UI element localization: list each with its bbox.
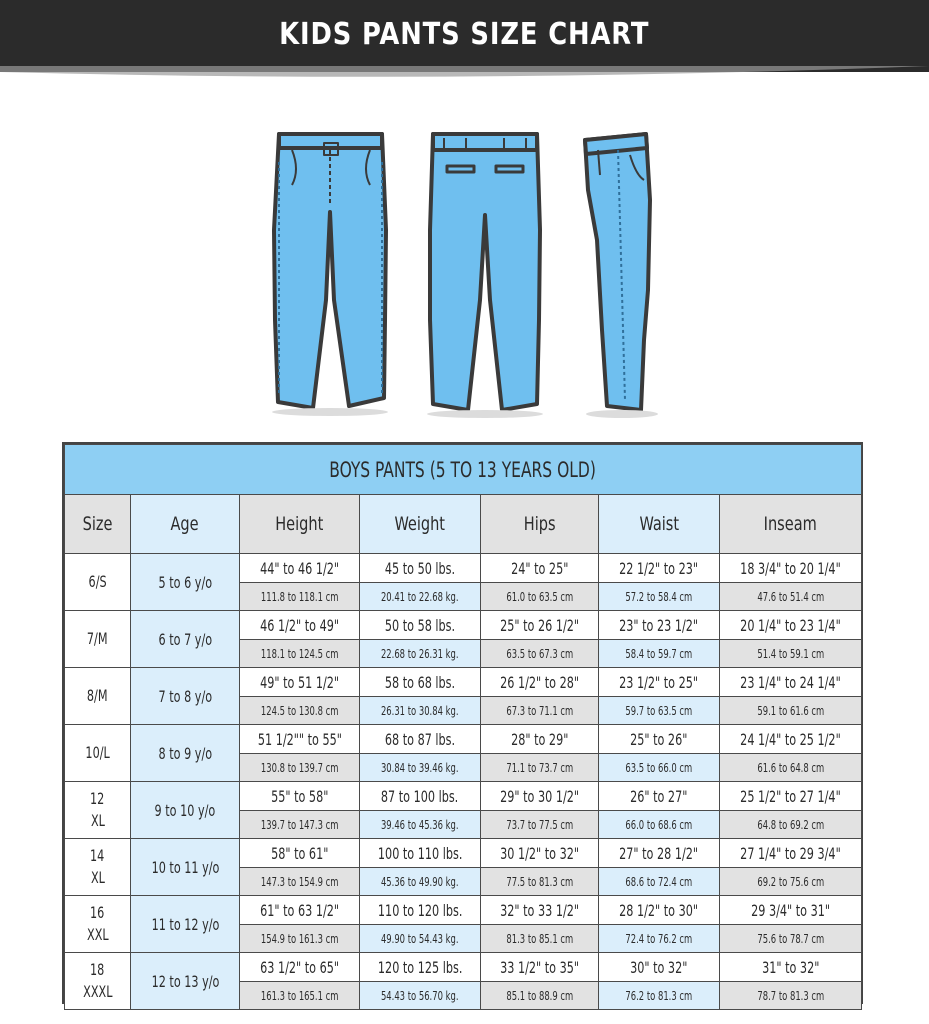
hips-imperial-cell: 28" to 29" (481, 725, 599, 754)
height-metric-cell: 130.8 to 139.7 cm (240, 754, 360, 782)
size-cell: 6/S (65, 554, 131, 611)
weight-metric-cell: 22.68 to 26.31 kg. (360, 640, 481, 668)
inseam-imperial-cell: 24 1/4" to 25 1/2" (720, 725, 862, 754)
column-header-age: Age (131, 495, 240, 554)
waist-metric-cell: 68.6 to 72.4 cm (599, 868, 720, 896)
weight-metric-cell: 45.36 to 49.90 kg. (360, 868, 481, 896)
size-cell: 7/M (65, 611, 131, 668)
waist-imperial-cell: 23 1/2" to 25" (599, 668, 720, 697)
size-chart-table (62, 442, 863, 1004)
waist-metric-cell: 59.7 to 63.5 cm (599, 697, 720, 725)
table-row (65, 725, 862, 754)
weight-imperial-cell: 100 to 110 lbs. (360, 839, 481, 868)
age-cell: 12 to 13 y/o (131, 953, 240, 1010)
weight-imperial-cell: 120 to 125 lbs. (360, 953, 481, 982)
pants-illustration (0, 120, 929, 420)
inseam-metric-cell: 47.6 to 51.4 cm (720, 583, 862, 611)
inseam-metric-cell: 51.4 to 59.1 cm (720, 640, 862, 668)
inseam-metric-cell: 69.2 to 75.6 cm (720, 868, 862, 896)
inseam-metric-cell: 78.7 to 81.3 cm (720, 982, 862, 1010)
waist-imperial-cell: 23" to 23 1/2" (599, 611, 720, 640)
hips-metric-cell: 61.0 to 63.5 cm (481, 583, 599, 611)
age-cell: 9 to 10 y/o (131, 782, 240, 839)
size-cell: 18 XXXL (65, 953, 131, 1010)
front-view-pants-icon (274, 134, 386, 408)
inseam-imperial-cell: 18 3/4" to 20 1/4" (720, 554, 862, 583)
title-banner (0, 0, 929, 72)
hips-metric-cell: 81.3 to 85.1 cm (481, 925, 599, 953)
hips-metric-cell: 85.1 to 88.9 cm (481, 982, 599, 1010)
column-header-waist: Waist (599, 495, 720, 554)
column-header-inseam: Inseam (720, 495, 862, 554)
waist-imperial-cell: 25" to 26" (599, 725, 720, 754)
weight-imperial-cell: 68 to 87 lbs. (360, 725, 481, 754)
age-cell: 8 to 9 y/o (131, 725, 240, 782)
inseam-imperial-cell: 27 1/4" to 29 3/4" (720, 839, 862, 868)
height-metric-cell: 161.3 to 165.1 cm (240, 982, 360, 1010)
size-cell: 16 XXL (65, 896, 131, 953)
height-imperial-cell: 58" to 61" (240, 839, 360, 868)
table-row (65, 554, 862, 583)
waist-metric-cell: 66.0 to 68.6 cm (599, 811, 720, 839)
height-metric-cell: 147.3 to 154.9 cm (240, 868, 360, 896)
height-imperial-cell: 63 1/2" to 65" (240, 953, 360, 982)
waist-metric-cell: 76.2 to 81.3 cm (599, 982, 720, 1010)
weight-imperial-cell: 58 to 68 lbs. (360, 668, 481, 697)
height-imperial-cell: 46 1/2" to 49" (240, 611, 360, 640)
hips-metric-cell: 77.5 to 81.3 cm (481, 868, 599, 896)
height-imperial-cell: 44" to 46 1/2" (240, 554, 360, 583)
column-header-weight: Weight (360, 495, 481, 554)
inseam-imperial-cell: 29 3/4" to 31" (720, 896, 862, 925)
inseam-metric-cell: 61.6 to 64.8 cm (720, 754, 862, 782)
height-imperial-cell: 51 1/2"" to 55" (240, 725, 360, 754)
size-cell: 10/L (65, 725, 131, 782)
height-imperial-cell: 55" to 58" (240, 782, 360, 811)
weight-metric-cell: 54.43 to 56.70 kg. (360, 982, 481, 1010)
age-cell: 7 to 8 y/o (131, 668, 240, 725)
age-cell: 6 to 7 y/o (131, 611, 240, 668)
size-cell: 14 XL (65, 839, 131, 896)
waist-metric-cell: 57.2 to 58.4 cm (599, 583, 720, 611)
table-row (65, 611, 862, 640)
waist-imperial-cell: 22 1/2" to 23" (599, 554, 720, 583)
waist-metric-cell: 72.4 to 76.2 cm (599, 925, 720, 953)
height-metric-cell: 124.5 to 130.8 cm (240, 697, 360, 725)
table-row (65, 839, 862, 868)
inseam-metric-cell: 64.8 to 69.2 cm (720, 811, 862, 839)
column-header-size: Size (65, 495, 131, 554)
hips-imperial-cell: 30 1/2" to 32" (481, 839, 599, 868)
weight-metric-cell: 26.31 to 30.84 kg. (360, 697, 481, 725)
inseam-imperial-cell: 25 1/2" to 27 1/4" (720, 782, 862, 811)
hips-metric-cell: 67.3 to 71.1 cm (481, 697, 599, 725)
age-cell: 10 to 11 y/o (131, 839, 240, 896)
height-metric-cell: 154.9 to 161.3 cm (240, 925, 360, 953)
waist-imperial-cell: 28 1/2" to 30" (599, 896, 720, 925)
weight-imperial-cell: 50 to 58 lbs. (360, 611, 481, 640)
hips-imperial-cell: 32" to 33 1/2" (481, 896, 599, 925)
table-row (65, 896, 862, 925)
weight-imperial-cell: 45 to 50 lbs. (360, 554, 481, 583)
weight-metric-cell: 39.46 to 45.36 kg. (360, 811, 481, 839)
height-metric-cell: 139.7 to 147.3 cm (240, 811, 360, 839)
weight-metric-cell: 20.41 to 22.68 kg. (360, 583, 481, 611)
weight-metric-cell: 30.84 to 39.46 kg. (360, 754, 481, 782)
table-row (65, 953, 862, 982)
hips-metric-cell: 73.7 to 77.5 cm (481, 811, 599, 839)
hips-metric-cell: 63.5 to 67.3 cm (481, 640, 599, 668)
age-cell: 11 to 12 y/o (131, 896, 240, 953)
table-title: BOYS PANTS (5 TO 13 YEARS OLD) (65, 445, 862, 495)
height-metric-cell: 118.1 to 124.5 cm (240, 640, 360, 668)
banner-shadow (0, 66, 929, 82)
waist-metric-cell: 58.4 to 59.7 cm (599, 640, 720, 668)
side-view-pants-icon (585, 134, 650, 410)
column-header-height: Height (240, 495, 360, 554)
inseam-imperial-cell: 23 1/4" to 24 1/4" (720, 668, 862, 697)
size-cell: 12 XL (65, 782, 131, 839)
inseam-imperial-cell: 20 1/4" to 23 1/4" (720, 611, 862, 640)
size-cell: 8/M (65, 668, 131, 725)
hips-imperial-cell: 26 1/2" to 28" (481, 668, 599, 697)
waist-imperial-cell: 26" to 27" (599, 782, 720, 811)
weight-imperial-cell: 110 to 120 lbs. (360, 896, 481, 925)
hips-imperial-cell: 33 1/2" to 35" (481, 953, 599, 982)
table-row (65, 782, 862, 811)
back-view-pants-icon (430, 134, 540, 410)
height-imperial-cell: 61" to 63 1/2" (240, 896, 360, 925)
hips-imperial-cell: 25" to 26 1/2" (481, 611, 599, 640)
waist-metric-cell: 63.5 to 66.0 cm (599, 754, 720, 782)
page-title: KIDS PANTS SIZE CHART (279, 16, 650, 52)
weight-metric-cell: 49.90 to 54.43 kg. (360, 925, 481, 953)
hips-metric-cell: 71.1 to 73.7 cm (481, 754, 599, 782)
height-metric-cell: 111.8 to 118.1 cm (240, 583, 360, 611)
hips-imperial-cell: 29" to 30 1/2" (481, 782, 599, 811)
hips-imperial-cell: 24" to 25" (481, 554, 599, 583)
inseam-metric-cell: 59.1 to 61.6 cm (720, 697, 862, 725)
table-row (65, 668, 862, 697)
waist-imperial-cell: 27" to 28 1/2" (599, 839, 720, 868)
height-imperial-cell: 49" to 51 1/2" (240, 668, 360, 697)
inseam-metric-cell: 75.6 to 78.7 cm (720, 925, 862, 953)
inseam-imperial-cell: 31" to 32" (720, 953, 862, 982)
column-header-hips: Hips (481, 495, 599, 554)
weight-imperial-cell: 87 to 100 lbs. (360, 782, 481, 811)
waist-imperial-cell: 30" to 32" (599, 953, 720, 982)
age-cell: 5 to 6 y/o (131, 554, 240, 611)
